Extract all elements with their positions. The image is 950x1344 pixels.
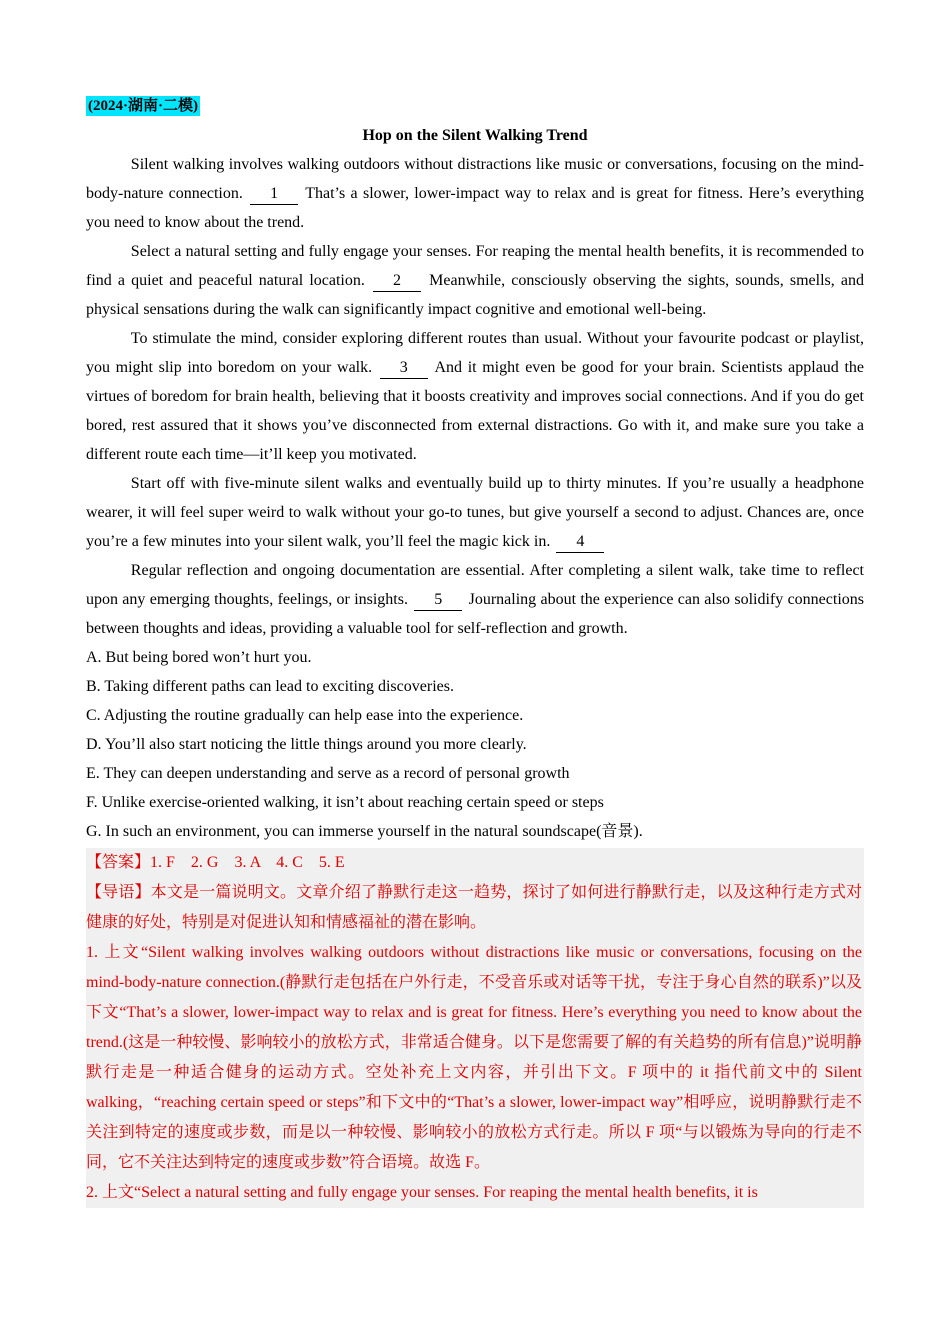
document-page [86, 96, 864, 1208]
option-b: B. Taking different paths can lead to exciting discoveries. [86, 678, 454, 695]
option-a: A. But being bored won’t hurt you. [86, 649, 312, 666]
option-f: F. Unlike exercise-oriented walking, it isn’t about reaching certain speed or steps [86, 794, 604, 811]
blank-3[interactable]: 3 [380, 358, 428, 379]
passage-title: Hop on the Silent Walking Trend [362, 127, 588, 144]
blank-4[interactable]: 4 [556, 532, 604, 553]
explanation-1: 1. 上文“Silent walking involves walking outdoors without distractions like music or conversations, focusing on the mind-body-nature connection.(静默行走包括在户外行走，不受音乐或对话等干扰，专注于身心自然的联系)”以及下文“That’s a slower, lower-impact way to relax and is great for fitness. Here’s everything you need to know about the trend.(这是一种较慢、影响较小的放松方式，非常适合健身。以下是您需要了解的有关趋势的所有信息)”说明静默行走是一种适合健身的运动方式。空处补充上文内容，并引出下文。F 项中的 it 指代前文中的 Silent walking，“reaching certain speed or steps”和下文中的“That’s a slower, lower-impact way”相呼应，说明静默行走不关注到特定的速度或步数，而是以一种较慢、影响较小的放松方式行走。所以 F 项“与以锻炼为导向的行走不同，它不关注达到特定的速度或步数”符合语境。故选 F。 [86, 944, 862, 1171]
guide-text: 【导语】本文是一篇说明文。文章介绍了静默行走这一趋势，探讨了如何进行静默行走，以及这种行走方式对健康的好处，特别是对促进认知和情感福祉的潜在影响。 [86, 884, 862, 931]
answer-analysis [86, 848, 864, 1208]
paragraph-4: Start off with five-minute silent walks and eventually build up to thirty minutes. If you’re usually a headphone wearer, it will feel super weird to walk without your go-to tunes, but give yourself a second to adjust. Chances are, once you’re a few minutes into your silent walk, you’ll feel the magic kick in. 4 [86, 469, 864, 556]
blank-1[interactable]: 1 [250, 184, 298, 205]
answer-key: 【答案】1. F 2. G 3. A 4. C 5. E [86, 854, 345, 871]
option-g: G. In such an environment, you can immerse yourself in the natural soundscape(音景). [86, 823, 643, 840]
paragraph-5: Regular reflection and ongoing documentation are essential. After completing a silent walk, take time to reflect upon any emerging thoughts, feelings, or insights. 5 Journaling about the experience can also solidify connections between thoughts and ideas, providing a valuable tool for self-reflection and growth. [86, 562, 864, 637]
option-e: E. They can deepen understanding and serve as a record of personal growth [86, 765, 570, 782]
explanation-2: 2. 上文“Select a natural setting and fully engage your senses. For reaping the mental health benefits, it is [86, 1184, 758, 1201]
paragraph-2: Select a natural setting and fully engage your senses. For reaping the mental health benefits, it is recommended to find a quiet and peaceful natural location. 2 Meanwhile, consciously observing the sights, sounds, smells, and physical sensations during the walk can significantly impact cognitive and emotional well-being. [86, 243, 865, 318]
paragraph-3: To stimulate the mind, consider exploring different routes than usual. Without your favourite podcast or playlist, you might slip into boredom on your walk. 3 And it might even be good for your brain. Scientists applaud the virtues of boredom for brain health, believing that it boosts creativity and improves social connections. And if you do get bored, rest assured that it shows you’ve disconnected from external distractions. Go with it, and make sure you take a different route each time—it’ll keep you motivated. [86, 330, 864, 463]
option-c: C. Adjusting the routine gradually can help ease into the experience. [86, 707, 524, 724]
source-tag: (2024·湖南·二模) [88, 98, 198, 114]
paragraph-1: Silent walking involves walking outdoors without distractions like music or conversations, focusing on the mind-body-nature connection. 1 That’s a slower, lower-impact way to relax and is great for fitness. Here’s everything you need to know about the trend. [86, 156, 865, 231]
blank-5[interactable]: 5 [414, 590, 462, 611]
blank-2[interactable]: 2 [373, 271, 421, 292]
option-d: D. You’ll also start noticing the little things around you more clearly. [86, 736, 527, 753]
